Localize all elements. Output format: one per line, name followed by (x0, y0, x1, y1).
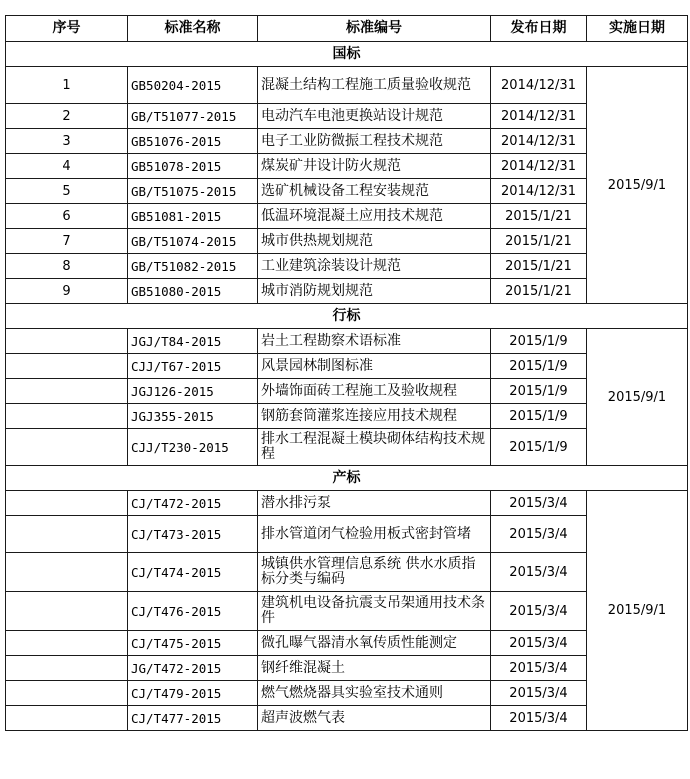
section-row (6, 466, 688, 491)
code-cell: JGJ355-2015 (128, 404, 258, 429)
code-cell: GB50204-2015 (128, 67, 258, 104)
seq-cell (6, 404, 128, 429)
name-cell: 城市消防规划规范 (258, 279, 491, 304)
seq-cell: 1 (6, 67, 128, 104)
name-cell: 电动汽车电池更换站设计规范 (258, 104, 491, 129)
header-release-date: 发布日期 (491, 16, 587, 42)
implement-date-cell: 2015/9/1 (587, 67, 688, 304)
seq-cell: 7 (6, 229, 128, 254)
name-cell: 城市供热规划规范 (258, 229, 491, 254)
table-row (6, 516, 688, 553)
release-date-cell: 2015/3/4 (491, 656, 587, 681)
code-cell: CJ/T475-2015 (128, 631, 258, 656)
header-seq: 序号 (6, 16, 128, 42)
seq-cell: 8 (6, 254, 128, 279)
name-cell: 风景园林制图标准 (258, 354, 491, 379)
name-cell: 超声波燃气表 (258, 706, 491, 731)
code-cell: GB51076-2015 (128, 129, 258, 154)
release-date-cell: 2015/1/9 (491, 429, 587, 466)
release-date-cell: 2014/12/31 (491, 179, 587, 204)
table-row (6, 429, 688, 466)
table-row (6, 631, 688, 656)
name-cell: 城镇供水管理信息系统 供水水质指标分类与编码 (258, 553, 491, 592)
table-row (6, 491, 688, 516)
code-cell: GB51080-2015 (128, 279, 258, 304)
release-date-cell: 2015/3/4 (491, 592, 587, 631)
code-cell: GB/T51077-2015 (128, 104, 258, 129)
release-date-cell: 2015/1/9 (491, 354, 587, 379)
code-cell: GB/T51082-2015 (128, 254, 258, 279)
code-cell: CJ/T476-2015 (128, 592, 258, 631)
seq-cell (6, 553, 128, 592)
release-date-cell: 2015/3/4 (491, 631, 587, 656)
table-row (6, 129, 688, 154)
seq-cell (6, 631, 128, 656)
seq-cell (6, 681, 128, 706)
table-row (6, 179, 688, 204)
seq-cell (6, 354, 128, 379)
name-cell: 工业建筑涂装设计规范 (258, 254, 491, 279)
code-cell: GB/T51075-2015 (128, 179, 258, 204)
seq-cell: 5 (6, 179, 128, 204)
section-title: 行标 (6, 304, 688, 329)
implement-date-cell: 2015/9/1 (587, 491, 688, 731)
table-row (6, 329, 688, 354)
seq-cell (6, 592, 128, 631)
seq-cell (6, 379, 128, 404)
code-cell: CJ/T472-2015 (128, 491, 258, 516)
seq-cell (6, 329, 128, 354)
table-row (6, 404, 688, 429)
release-date-cell: 2014/12/31 (491, 67, 587, 104)
seq-cell: 6 (6, 204, 128, 229)
seq-cell (6, 491, 128, 516)
seq-cell: 2 (6, 104, 128, 129)
table-row (6, 553, 688, 592)
release-date-cell: 2015/1/9 (491, 379, 587, 404)
release-date-cell: 2015/3/4 (491, 706, 587, 731)
name-cell: 微孔曝气器清水氧传质性能测定 (258, 631, 491, 656)
table-row (6, 104, 688, 129)
release-date-cell: 2015/3/4 (491, 553, 587, 592)
table-row (6, 67, 688, 104)
release-date-cell: 2015/1/21 (491, 279, 587, 304)
code-cell: CJ/T477-2015 (128, 706, 258, 731)
code-cell: CJ/T479-2015 (128, 681, 258, 706)
name-cell: 混凝土结构工程施工质量验收规范 (258, 67, 491, 104)
name-cell: 排水管道闭气检验用板式密封管堵 (258, 516, 491, 553)
release-date-cell: 2015/3/4 (491, 681, 587, 706)
code-cell: CJ/T474-2015 (128, 553, 258, 592)
table-row (6, 379, 688, 404)
standards-table (5, 15, 688, 731)
seq-cell (6, 429, 128, 466)
table-row (6, 592, 688, 631)
table-row (6, 706, 688, 731)
seq-cell: 3 (6, 129, 128, 154)
section-title: 产标 (6, 466, 688, 491)
table-row (6, 354, 688, 379)
section-row (6, 304, 688, 329)
code-cell: JGJ126-2015 (128, 379, 258, 404)
code-cell: CJ/T473-2015 (128, 516, 258, 553)
header-name: 标准名称 (128, 16, 258, 42)
release-date-cell: 2015/1/21 (491, 204, 587, 229)
table-row (6, 279, 688, 304)
seq-cell (6, 516, 128, 553)
code-cell: GB51078-2015 (128, 154, 258, 179)
section-row (6, 42, 688, 67)
table-row (6, 229, 688, 254)
table-row (6, 254, 688, 279)
release-date-cell: 2015/1/9 (491, 329, 587, 354)
seq-cell: 4 (6, 154, 128, 179)
table-row (6, 681, 688, 706)
seq-cell (6, 706, 128, 731)
release-date-cell: 2015/3/4 (491, 516, 587, 553)
release-date-cell: 2014/12/31 (491, 154, 587, 179)
name-cell: 外墙饰面砖工程施工及验收规程 (258, 379, 491, 404)
release-date-cell: 2015/1/21 (491, 229, 587, 254)
section-title: 国标 (6, 42, 688, 67)
implement-date-cell: 2015/9/1 (587, 329, 688, 466)
header-code: 标准编号 (258, 16, 491, 42)
name-cell: 低温环境混凝土应用技术规范 (258, 204, 491, 229)
name-cell: 建筑机电设备抗震支吊架通用技术条件 (258, 592, 491, 631)
code-cell: GB51081-2015 (128, 204, 258, 229)
header-row (6, 16, 688, 42)
table-body (6, 42, 688, 731)
table-row (6, 204, 688, 229)
code-cell: JGJ/T84-2015 (128, 329, 258, 354)
name-cell: 排水工程混凝土模块砌体结构技术规程 (258, 429, 491, 466)
name-cell: 煤炭矿井设计防火规范 (258, 154, 491, 179)
release-date-cell: 2014/12/31 (491, 129, 587, 154)
code-cell: GB/T51074-2015 (128, 229, 258, 254)
header-implement-date: 实施日期 (587, 16, 688, 42)
table-row (6, 154, 688, 179)
release-date-cell: 2015/1/21 (491, 254, 587, 279)
code-cell: CJJ/T230-2015 (128, 429, 258, 466)
name-cell: 岩土工程勘察术语标准 (258, 329, 491, 354)
release-date-cell: 2015/1/9 (491, 404, 587, 429)
name-cell: 电子工业防微振工程技术规范 (258, 129, 491, 154)
code-cell: CJJ/T67-2015 (128, 354, 258, 379)
release-date-cell: 2014/12/31 (491, 104, 587, 129)
name-cell: 燃气燃烧器具实验室技术通则 (258, 681, 491, 706)
seq-cell: 9 (6, 279, 128, 304)
name-cell: 选矿机械设备工程安装规范 (258, 179, 491, 204)
name-cell: 钢纤维混凝土 (258, 656, 491, 681)
name-cell: 钢筋套筒灌浆连接应用技术规程 (258, 404, 491, 429)
table-row (6, 656, 688, 681)
name-cell: 潜水排污泵 (258, 491, 491, 516)
code-cell: JG/T472-2015 (128, 656, 258, 681)
seq-cell (6, 656, 128, 681)
release-date-cell: 2015/3/4 (491, 491, 587, 516)
